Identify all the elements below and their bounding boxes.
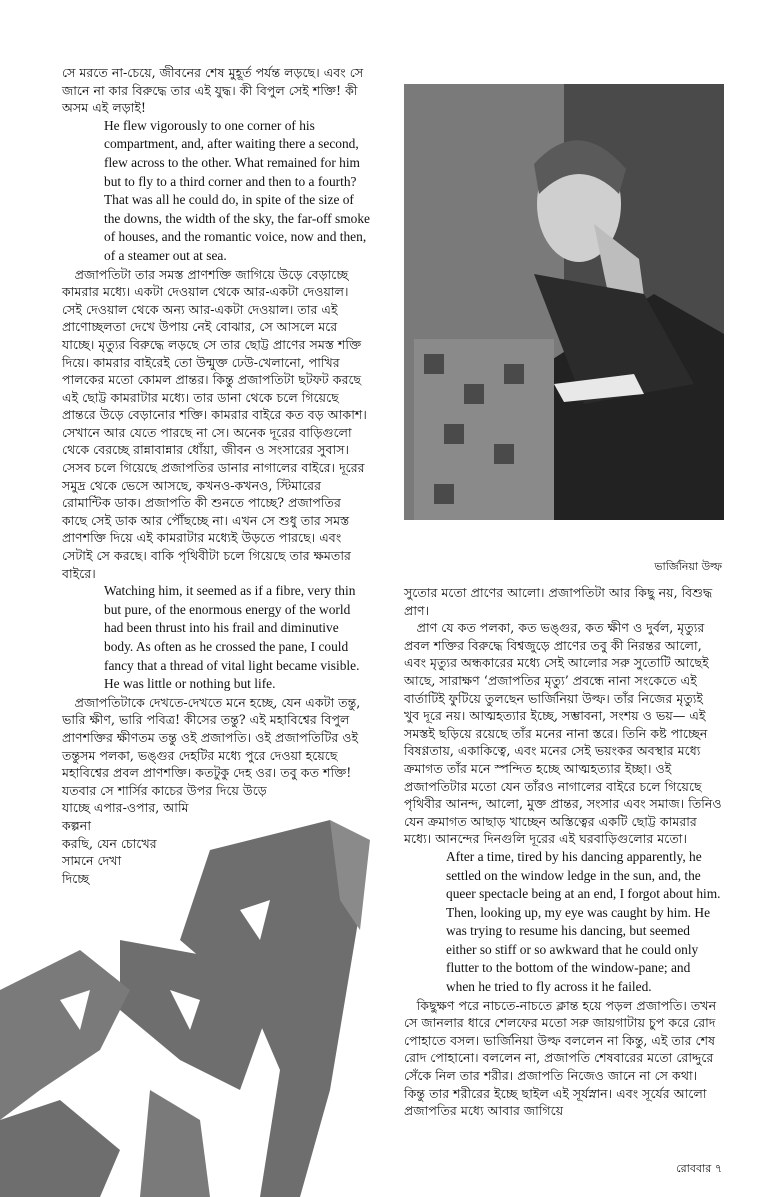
photo-illustration (404, 84, 724, 520)
left-column (62, 64, 370, 887)
left-english-quote-2: Watching him, it seemed as if a fibre, very thin but pure, of the enormous energy of the world had been thrust into his frail and diminutive body. As often as he crossed the pane, I could fancy that a thread of vital light became visible. He was little or nothing but life. (104, 583, 360, 692)
left-short-line-4: দিচ্ছে (62, 870, 90, 886)
right-paragraph-2: প্রাণ যে কত পলকা, কত ভঙ্গুর, কত ক্ষীণ ও দুর্বল, মৃত্যুর প্রবল শক্তির বিরুদ্ধে বিশ্বজুড়ে প্রাণের তবু কী নিরন্তর আলো, এবং মৃত্যুর অন্ধকারের মধ্যে সেই আলোর সরু সুতোটি আছেই আছে, সারাক্ষণ ‘প্রজাপতির মৃত্যু’ প্রবন্ধে নানা সংকেতে এই বার্তাটিই ফুটিয়ে তুলছেন ভার্জিনিয়া উল্ফ। তাঁর নিজের মৃত্যুই খুব দূরে নয়। আত্মহত্যার ইচ্ছে, সম্ভাবনা, সংশয় ও ভয়— এই সমস্তই ছড়িয়ে রয়েছে তাঁর মনের নানা স্তরে। তিনি কষ্ট পাচ্ছেন বিষণ্ণতায়, একাকিত্বে, এবং মনের সেই ভয়ংকর অবস্থার মধ্যে ক্রমাগত তাঁর মনে স্পন্দিত হচ্ছে আত্মহত্যার ইচ্ছা। ওই প্রজাপতিটার মতো যেন তাঁরও নাগালের বাইরে চলে গিয়েছে পৃথিবীর আনন্দ, আলো, মুক্ত প্রান্তর, সংসার এবং সমাজ। তিনিও যেন ক্রমাগত আছাড় খাচ্ছেন অস্তিত্বের একটি ছোট্ট কামরার মধ্যে। আনন্দের দিনগুলি দূরের এই ঘরবাড়িগুলোর মতো। (404, 620, 722, 847)
right-paragraph-1: সুতোর মতো প্রাণের আলো। প্রজাপতিটা আর কিছু নয়, বিশুদ্ধ প্রাণ। (404, 585, 713, 618)
right-paragraph-3: কিছুক্ষণ পরে নাচতে-নাচতে ক্লান্ত হয়ে পড়ল প্রজাপতি। তখন সে জানলার ধারে শেলফের মতো সরু জায়গাটায় চুপ করে রোদ পোহাতে বসল। ভার্জিনিয়া উল্ফ বললেন না কিন্তু, এই তার শেষ রোদ পোহানো। বললেন না, প্রজাপতি শেষবারের মতো রোদ্দুরে সেঁকে নিল তার শরীর। প্রজাপতি নিজেও জানে না সে কথা। কিন্তু তার শরীরের ইচ্ছে ছাইল এই সূর্যস্নান। এবং সূর্যের আলো প্রজাপতির মধ্যে আবার জাগিয়ে (404, 997, 717, 1119)
left-paragraph-2: প্রজাপতিটা তার সমস্ত প্রাণশক্তি জাগিয়ে উড়ে বেড়াচ্ছে কামরার মধ্যে। একটা দেওয়াল থেকে আর-একটা দেওয়াল। সেই দেওয়াল থেকে অন্য আর-একটা দেওয়াল। তার এই প্রাণোচ্ছলতা দেখে উপায় নেই বোঝার, সে আসলে মরে যাচ্ছে। মৃত্যুর বিরুদ্ধে লড়ছে সে তার ছোট্ট প্রাণের সমস্ত শক্তি দিয়ে। কামরার বাইরেই তো উন্মুক্ত ঢেউ-খেলানো, পাখির পালকের মতো কোমল প্রান্তর। কিন্তু প্রজাপতিটা ছটফট করছে এই ছোট্ট কামরাটার মধ্যে। তার ডানা থেকে চলে গিয়েছে প্রান্তরে উড়ে বেড়ানোর শক্তি। কামরার বাইরে কত বড় আকাশ। সেখানে আর যেতে পারছে না সে। অনেক দূরের বাড়িগুলো থেকে বেরচ্ছে রান্নাবান্নার ধোঁয়া, জীবন ও সংসারের সুবাস। সেসব চলে গিয়েছে প্রজাপতির ডানার নাগালের বাইরে। দূরের সমুদ্র থেকে ভেসে আসছে, কখনও-কখনও, স্টিমারের রোমান্টিক ডাক। প্রজাপতি কী শুনতে পাচ্ছে? প্রজাপতির কাছে সেই ডাক আর পৌঁছচ্ছে না। এখন সে শুধু তার সমস্ত প্রাণশক্তি দিয়ে এই কামরাটার মধ্যেই উড়তে পারছে। এবং সেটাই সে করছে। বাকি পৃথিবীটা চলে গিয়েছে তার ক্ষমতার বাইরে। (62, 266, 367, 581)
right-column (404, 584, 722, 1120)
left-short-line-3: সামনে দেখা (62, 853, 122, 869)
right-english-quote: After a time, tired by his dancing apparently, he settled on the window ledge in the sun, and, the queer spectacle being at an end, I forgot about him. Then, looking up, my eye was caught by him. He was trying to resume his dancing, but seemed either so stiff or so awkward that he could only flutter to the bottom of the window-pane; and when he tried to fly across it he failed. (446, 848, 721, 995)
left-english-quote-1: He flew vigorously to one corner of his compartment, and, after waiting there a second, flew across to the other. What remained for him but to fly to a third corner and then to a fourth? That was all he could do, in spite of the size of the downs, the width of the sky, the far-off smoke of houses, and the romantic voice, now and then, of a steamer out at sea. (104, 117, 371, 263)
left-short-line-2: করছি, যেন চোখের (62, 835, 157, 851)
left-paragraph-3: প্রজাপতিটাকে দেখতে-দেখতে মনে হচ্ছে, যেন একটা তন্তু, ভারি ক্ষীণ, ভারি পবিত্র! কীসের তন্তু? এই মহাবিশ্বের বিপুল প্রাণশক্তির ক্ষীণতম তন্তু ওই প্রজাপতি। ওই প্রজাপতিটির ওই তন্তুসম পলকা, ভঙ্গুর দেহটির মধ্যে পুরে দেওয়া হয়েছে মহাবিশ্বের প্রবল প্রাণশক্তি। কতটুকু দেহ ওর। তবু কত শক্তি! যতবার সে শার্সির কাচের উপর দিয়ে উড়ে (62, 694, 361, 798)
decorative-portrait-art (0, 790, 380, 1197)
virginia-woolf-photo (404, 84, 724, 520)
page-footer: রোববার ৭ (676, 1162, 722, 1175)
photo-caption: ভার্জিনিয়া উল্ফ (654, 560, 722, 573)
left-paragraph-1: সে মরতে না-চেয়ে, জীবনের শেষ মুহূর্ত পর্যন্ত লড়ছে। এবং সে জানে না কার বিরুদ্ধে তার এই যুদ্ধ। কী বিপুল সেই শক্তি! কী অসম এই লড়াই! (62, 65, 364, 116)
left-short-line-1: যাচ্ছে এপার-ওপার, আমি কল্পনা (62, 800, 189, 833)
